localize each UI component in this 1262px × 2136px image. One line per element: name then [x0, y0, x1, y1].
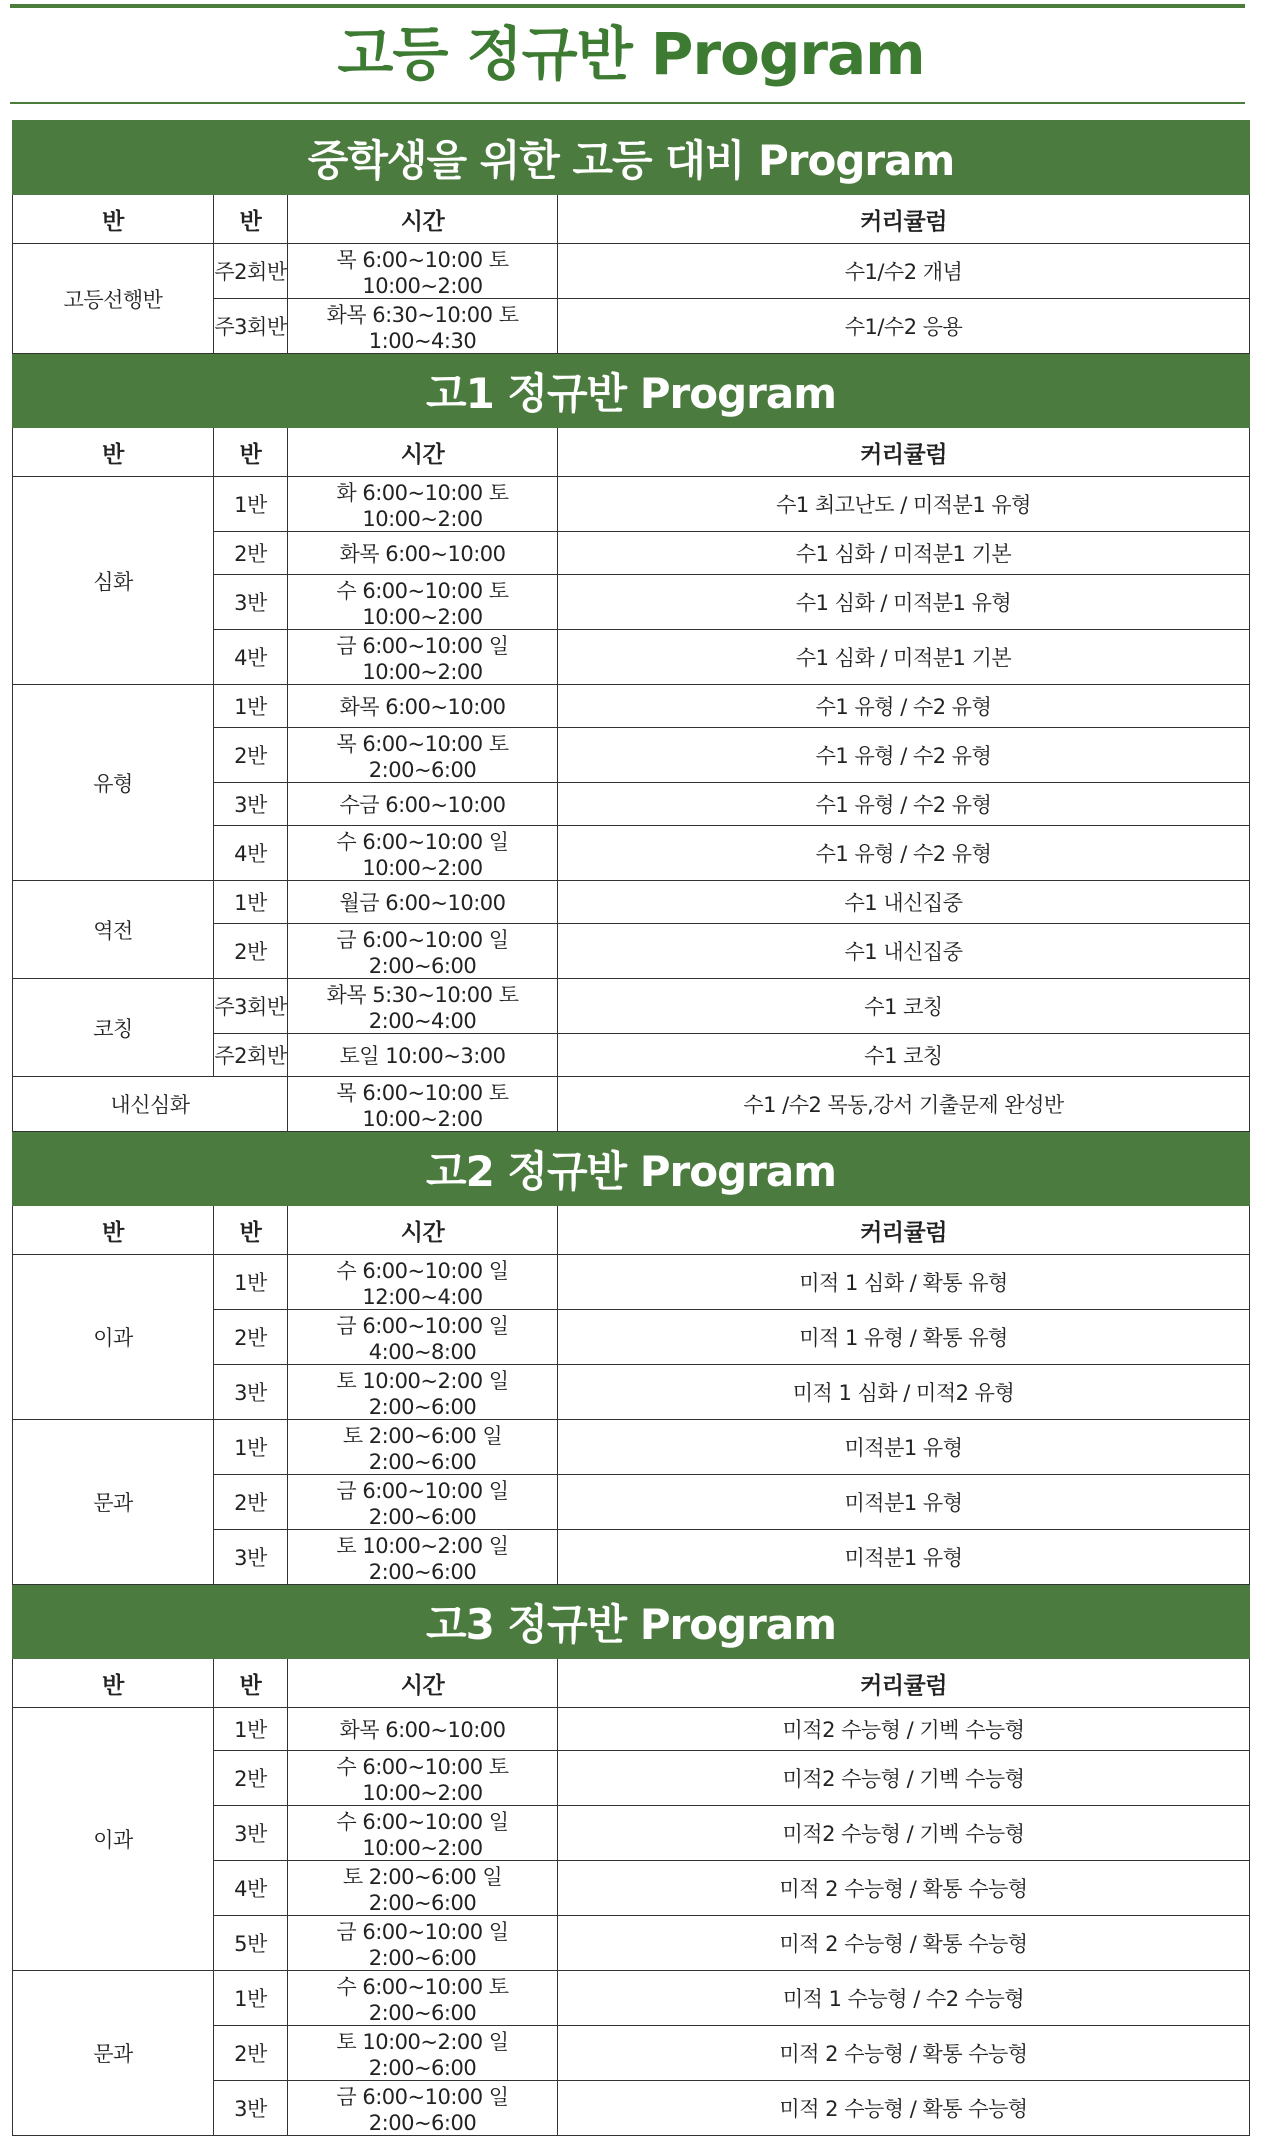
ban-cell: 주3회반	[214, 979, 288, 1034]
header-curriculum: 커리큘럼	[558, 1206, 1250, 1255]
section-banner-row	[13, 1132, 1250, 1206]
time-cell: 토 10:00~2:00 일 2:00~6:00	[288, 2026, 558, 2081]
time-cell: 토 2:00~6:00 일 2:00~6:00	[288, 1861, 558, 1916]
table-row	[13, 979, 1250, 1034]
group-cell: 이과	[13, 1708, 214, 1971]
time-cell: 토 10:00~2:00 일 2:00~6:00	[288, 1365, 558, 1420]
table-row	[13, 1971, 1250, 2026]
table-row	[13, 1255, 1250, 1310]
table-row	[13, 685, 1250, 728]
ban-cell: 3반	[214, 783, 288, 826]
time-cell: 금 6:00~10:00 일 2:00~6:00	[288, 924, 558, 979]
special-name-cell: 내신심화	[13, 1077, 288, 1132]
curriculum-cell: 수1/수2 응용	[558, 299, 1250, 354]
curriculum-cell: 미적 2 수능형 / 확통 수능형	[558, 2081, 1250, 2136]
group-cell: 문과	[13, 1971, 214, 2136]
header-curriculum: 커리큘럼	[558, 428, 1250, 477]
curriculum-cell: 수1 코칭	[558, 1034, 1250, 1077]
section-banner: 고2 정규반 Program	[13, 1132, 1250, 1206]
header-curriculum: 커리큘럼	[558, 1659, 1250, 1708]
column-header-row	[13, 428, 1250, 477]
title-rule	[10, 102, 1245, 104]
header-time: 시간	[288, 1206, 558, 1255]
table-row	[13, 244, 1250, 299]
curriculum-cell: 미적 2 수능형 / 확통 수능형	[558, 1861, 1250, 1916]
time-cell: 화목 6:00~10:00	[288, 685, 558, 728]
header-ban: 반	[214, 195, 288, 244]
time-cell: 수 6:00~10:00 토 10:00~2:00	[288, 1751, 558, 1806]
ban-cell: 1반	[214, 685, 288, 728]
curriculum-cell: 미적분1 유형	[558, 1530, 1250, 1585]
schedule-body	[13, 121, 1250, 2136]
header-ban-group: 반	[13, 1206, 214, 1255]
group-cell: 코칭	[13, 979, 214, 1077]
time-cell: 금 6:00~10:00 일 2:00~6:00	[288, 1475, 558, 1530]
header-ban-group: 반	[13, 428, 214, 477]
header-ban: 반	[214, 1206, 288, 1255]
ban-cell: 4반	[214, 630, 288, 685]
column-header-row	[13, 1206, 1250, 1255]
header-time: 시간	[288, 428, 558, 477]
curriculum-cell: 수1 내신집중	[558, 881, 1250, 924]
table-row	[13, 1420, 1250, 1475]
section-banner-row	[13, 1585, 1250, 1659]
group-cell: 유형	[13, 685, 214, 881]
ban-cell: 2반	[214, 532, 288, 575]
time-cell: 목 6:00~10:00 토 10:00~2:00	[288, 1077, 558, 1132]
table-row	[13, 477, 1250, 532]
header-time: 시간	[288, 1659, 558, 1708]
time-cell: 화 6:00~10:00 토 10:00~2:00	[288, 477, 558, 532]
ban-cell: 1반	[214, 881, 288, 924]
header-curriculum: 커리큘럼	[558, 195, 1250, 244]
curriculum-cell: 미적2 수능형 / 기벡 수능형	[558, 1806, 1250, 1861]
time-cell: 수 6:00~10:00 일 10:00~2:00	[288, 1806, 558, 1861]
curriculum-cell: 수1 유형 / 수2 유형	[558, 826, 1250, 881]
time-cell: 토 2:00~6:00 일 2:00~6:00	[288, 1420, 558, 1475]
ban-cell: 3반	[214, 2081, 288, 2136]
curriculum-cell: 수1 심화 / 미적분1 기본	[558, 532, 1250, 575]
curriculum-cell: 수1/수2 개념	[558, 244, 1250, 299]
time-cell: 화목 5:30~10:00 토 2:00~4:00	[288, 979, 558, 1034]
ban-cell: 주2회반	[214, 1034, 288, 1077]
section-banner: 중학생을 위한 고등 대비 Program	[13, 121, 1250, 195]
curriculum-cell: 수1 코칭	[558, 979, 1250, 1034]
schedule-table	[12, 120, 1250, 2136]
ban-cell: 3반	[214, 1530, 288, 1585]
time-cell: 목 6:00~10:00 토 2:00~6:00	[288, 728, 558, 783]
group-cell: 이과	[13, 1255, 214, 1420]
ban-cell: 2반	[214, 1751, 288, 1806]
curriculum-cell: 미적 1 유형 / 확통 유형	[558, 1310, 1250, 1365]
curriculum-cell: 미적분1 유형	[558, 1475, 1250, 1530]
curriculum-cell: 미적 2 수능형 / 확통 수능형	[558, 2026, 1250, 2081]
ban-cell: 주2회반	[214, 244, 288, 299]
time-cell: 수 6:00~10:00 일 10:00~2:00	[288, 826, 558, 881]
ban-cell: 1반	[214, 1971, 288, 2026]
top-rule	[10, 4, 1245, 8]
curriculum-cell: 미적분1 유형	[558, 1420, 1250, 1475]
curriculum-cell: 수1 /수2 목동,강서 기출문제 완성반	[558, 1077, 1250, 1132]
curriculum-cell: 수1 심화 / 미적분1 유형	[558, 575, 1250, 630]
ban-cell: 1반	[214, 1255, 288, 1310]
curriculum-cell: 수1 심화 / 미적분1 기본	[558, 630, 1250, 685]
ban-cell: 주3회반	[214, 299, 288, 354]
table-row-special	[13, 1077, 1250, 1132]
time-cell: 월금 6:00~10:00	[288, 881, 558, 924]
column-header-row	[13, 1659, 1250, 1708]
header-ban: 반	[214, 428, 288, 477]
ban-cell: 4반	[214, 1861, 288, 1916]
ban-cell: 4반	[214, 826, 288, 881]
curriculum-cell: 미적 2 수능형 / 확통 수능형	[558, 1916, 1250, 1971]
time-cell: 금 6:00~10:00 일 2:00~6:00	[288, 2081, 558, 2136]
time-cell: 화목 6:30~10:00 토 1:00~4:30	[288, 299, 558, 354]
curriculum-cell: 수1 유형 / 수2 유형	[558, 728, 1250, 783]
curriculum-cell: 미적2 수능형 / 기벡 수능형	[558, 1708, 1250, 1751]
ban-cell: 5반	[214, 1916, 288, 1971]
time-cell: 금 6:00~10:00 일 4:00~8:00	[288, 1310, 558, 1365]
time-cell: 화목 6:00~10:00	[288, 532, 558, 575]
ban-cell: 3반	[214, 1365, 288, 1420]
ban-cell: 3반	[214, 1806, 288, 1861]
section-banner: 고3 정규반 Program	[13, 1585, 1250, 1659]
ban-cell: 1반	[214, 1420, 288, 1475]
ban-cell: 2반	[214, 2026, 288, 2081]
section-banner-row	[13, 354, 1250, 428]
group-cell: 심화	[13, 477, 214, 685]
curriculum-cell: 미적 1 심화 / 미적2 유형	[558, 1365, 1250, 1420]
group-cell: 역전	[13, 881, 214, 979]
page-title: 고등 정규반 Program	[337, 20, 925, 88]
curriculum-cell: 수1 최고난도 / 미적분1 유형	[558, 477, 1250, 532]
time-cell: 토 10:00~2:00 일 2:00~6:00	[288, 1530, 558, 1585]
ban-cell: 2반	[214, 1310, 288, 1365]
curriculum-cell: 수1 유형 / 수2 유형	[558, 685, 1250, 728]
header-ban: 반	[214, 1659, 288, 1708]
section-banner-row	[13, 121, 1250, 195]
time-cell: 수 6:00~10:00 토 2:00~6:00	[288, 1971, 558, 2026]
curriculum-cell: 미적 1 심화 / 확통 유형	[558, 1255, 1250, 1310]
time-cell: 금 6:00~10:00 일 10:00~2:00	[288, 630, 558, 685]
ban-cell: 2반	[214, 1475, 288, 1530]
curriculum-cell: 수1 유형 / 수2 유형	[558, 783, 1250, 826]
time-cell: 금 6:00~10:00 일 2:00~6:00	[288, 1916, 558, 1971]
group-cell: 고등선행반	[13, 244, 214, 354]
ban-cell: 3반	[214, 575, 288, 630]
table-row	[13, 1708, 1250, 1751]
table-row	[13, 881, 1250, 924]
time-cell: 수금 6:00~10:00	[288, 783, 558, 826]
ban-cell: 1반	[214, 477, 288, 532]
section-banner: 고1 정규반 Program	[13, 354, 1250, 428]
time-cell: 수 6:00~10:00 일 12:00~4:00	[288, 1255, 558, 1310]
time-cell: 목 6:00~10:00 토 10:00~2:00	[288, 244, 558, 299]
time-cell: 수 6:00~10:00 토 10:00~2:00	[288, 575, 558, 630]
header-ban-group: 반	[13, 195, 214, 244]
column-header-row	[13, 195, 1250, 244]
curriculum-cell: 미적2 수능형 / 기벡 수능형	[558, 1751, 1250, 1806]
header-ban-group: 반	[13, 1659, 214, 1708]
group-cell: 문과	[13, 1420, 214, 1585]
curriculum-cell: 수1 내신집중	[558, 924, 1250, 979]
time-cell: 화목 6:00~10:00	[288, 1708, 558, 1751]
header-time: 시간	[288, 195, 558, 244]
curriculum-cell: 미적 1 수능형 / 수2 수능형	[558, 1971, 1250, 2026]
time-cell: 토일 10:00~3:00	[288, 1034, 558, 1077]
ban-cell: 1반	[214, 1708, 288, 1751]
ban-cell: 2반	[214, 924, 288, 979]
ban-cell: 2반	[214, 728, 288, 783]
